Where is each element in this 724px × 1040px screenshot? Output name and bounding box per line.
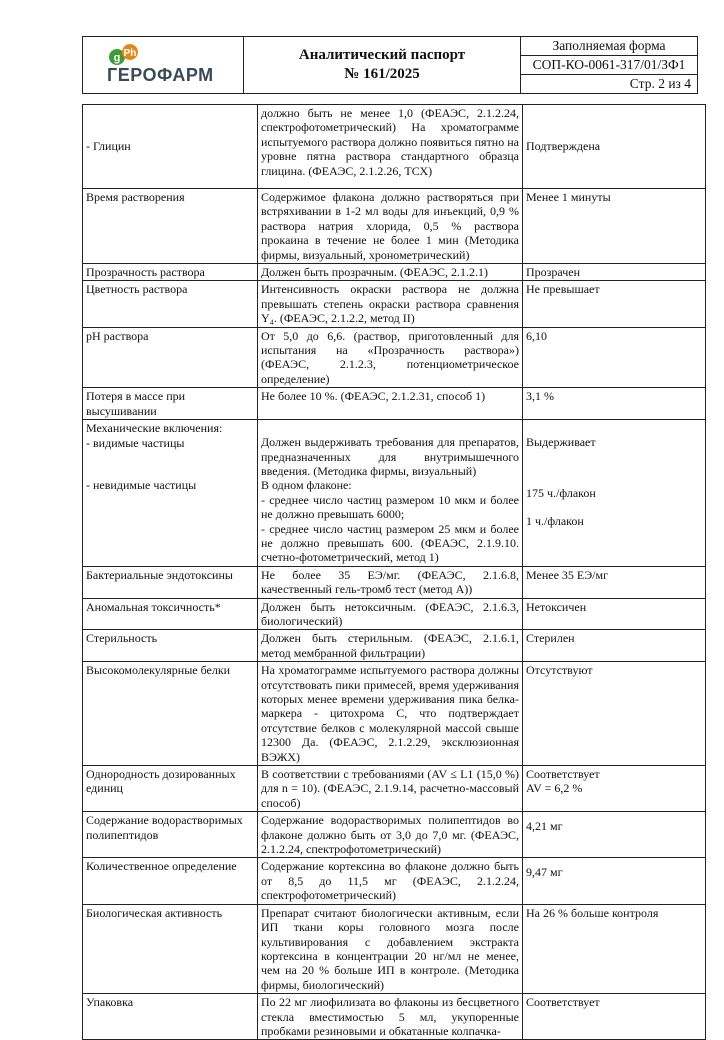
logo-cell <box>83 37 244 94</box>
test-name-cell: pH раствора <box>83 327 258 388</box>
requirement-25um: - среднее число частиц размером 25 мкм и более не должно превышать 600. (ФЕАЭС, 2.1.9.10. счетно-фотометрический, метод 1) <box>261 521 519 565</box>
page-number: Стр. 2 из 4 <box>521 74 697 93</box>
test-name-cell: Прозрачность раствора <box>83 264 258 281</box>
table-row <box>83 566 706 598</box>
result-conformity: Соответствует <box>526 767 600 782</box>
result-cell <box>523 858 706 904</box>
result-value: Подтверждена <box>526 139 601 154</box>
requirement-intro: В одном флаконе: <box>261 478 352 493</box>
test-subitem-visible: - видимые частицы <box>86 435 185 450</box>
requirement-cell: В соответствии с требованиями (AV ≤ L1 (15,0 %) для n = 10). (ФЕАЭС, 2.1.9.14, расчетно-массовый способ) <box>258 766 523 812</box>
requirement-cell: Должен быть прозрачным. (ФЕАЭС, 2.1.2.1) <box>258 264 523 281</box>
requirement-cell: По 22 мг лиофилизата во флаконы из бесцветного стекла вместимостью 5 мл, укупоренные пробками резиновыми и обкатанные колпачка- <box>258 994 523 1040</box>
table-row <box>83 994 706 1040</box>
test-name: - Глицин <box>86 139 131 154</box>
test-name-cell: Время растворения <box>83 189 258 264</box>
requirement-cell: Не более 35 ЕЭ/мг. (ФЕАЭС, 2.1.6.8, качественный гель-тромб тест (метод А)) <box>258 566 523 598</box>
form-code: СОП-КО-0061-317/01/ЗФ1 <box>521 55 697 74</box>
result-cell: Не превышает <box>523 281 706 327</box>
form-label: Заполняемая форма <box>552 38 666 53</box>
test-name-cell: Цветность раствора <box>83 281 258 327</box>
requirement-cell: Содержимое флакона должно растворяться при встряхивании в 1-2 мл воды для инъекций, 0,9 % раствора натрия хлорида, 0,5 % раствора прокаина в течение не более 1 мин (Методика фирмы, визуальный, хронометрический) <box>258 189 523 264</box>
result-cell: Нетоксичен <box>523 598 706 630</box>
table-row <box>83 105 706 189</box>
result-cell: 3,1 % <box>523 388 706 420</box>
passport-number: № 161/2025 <box>344 66 420 82</box>
requirement-cell: Содержание водорастворимых полипептидов во флаконе должно быть от 3,0 до 7,0 мг. (ФЕАЭС, 2.1.2.24, спектрофотометрический) <box>258 812 523 858</box>
table-row <box>83 388 706 420</box>
result-cell: Соответствует <box>523 994 706 1040</box>
svg-text:g: g <box>113 52 121 64</box>
svg-text:Ph: Ph <box>123 48 137 59</box>
result-value: 9,47 мг <box>526 865 563 880</box>
requirement-cell: Интенсивность окраски раствора не должна превышать степень окраски раствора сравнения Y₄. (ФЕАЭС, 2.1.2.2, метод II) <box>258 281 523 327</box>
test-name-cell: Аномальная токсичность* <box>83 598 258 630</box>
table-row <box>83 420 706 567</box>
result-cell: На 26 % больше контроля <box>523 904 706 993</box>
requirement-cell: должно быть не менее 1,0 (ФЕАЭС, 2.1.2.24, спектрофотометрический) На хроматограмме испытуемого раствора должно появиться пятно на уровне пятна раствора стандартного образца глицина. (ФЕАЭС, 2.1.2.26, ТСХ) <box>258 105 523 189</box>
result-cell <box>523 812 706 858</box>
result-cell <box>523 105 706 189</box>
requirement-visible: Должен выдерживать требования для препаратов, предназначенных для внутримышечного введения. (Методика фирмы, визуальный) <box>261 435 519 478</box>
result-cell: Менее 1 минуты <box>523 189 706 264</box>
form-info <box>521 37 698 94</box>
test-name-cell: Стерильность <box>83 630 258 662</box>
table-row <box>83 281 706 327</box>
result-cell: Прозрачен <box>523 264 706 281</box>
test-name-cell: Содержание водорастворимых полипептидов <box>83 812 258 858</box>
requirement-cell: Должен быть стерильным. (ФЕАЭС, 2.1.6.1, метод мембранной фильтрации) <box>258 630 523 662</box>
result-10um: 175 ч./флакон <box>526 485 596 500</box>
test-name-cell: Биологическая активность <box>83 904 258 993</box>
test-name-cell <box>83 105 258 189</box>
result-25um: 1 ч./флакон <box>526 513 584 528</box>
table-row <box>83 327 706 388</box>
test-name-cell: Бактериальные эндотоксины <box>83 566 258 598</box>
test-name-cell: Упаковка <box>83 994 258 1040</box>
requirement-cell: Должен быть нетоксичным. (ФЕАЭС, 2.1.6.3, биологический) <box>258 598 523 630</box>
logo-text: ГЕРОФАРМ <box>107 65 214 85</box>
table-row <box>83 598 706 630</box>
requirement-cell: Содержание кортексина во флаконе должно быть от 8,5 до 11,5 мг (ФЕАЭС, 2.1.2.24, спектрофотометрический) <box>258 858 523 904</box>
result-av-value: AV = 6,2 % <box>526 781 583 796</box>
test-name-cell: Количественное определение <box>83 858 258 904</box>
requirement-cell: Препарат считают биологически активным, если ИП ткани коры головного мозга после культивирования с добавлением экстракта кортексина в концентрации 20 нг/мл не менее, чем на 20 % больше ИП в контроле. (Методика фирмы, биологический) <box>258 904 523 993</box>
document-title <box>244 37 521 94</box>
requirement-cell: На хроматограмме испытуемого раствора должны отсутствовать пики примесей, время удерживания которых менее времени удерживания пика белка-маркера - цитохрома С, что подтверждает отсутствие белков с молекулярной массой свыше 12300 Да. (ФЕАЭС, 2.1.2.29, эксклюзионная ВЭЖХ) <box>258 662 523 766</box>
gerofarm-logo-icon <box>107 43 141 67</box>
table-row <box>83 858 706 904</box>
specification-table <box>82 104 706 1040</box>
result-cell: Менее 35 ЕЭ/мг <box>523 566 706 598</box>
requirement-10um: - среднее число частиц размером 10 мкм и более не должно превышать 6000; <box>261 492 519 522</box>
result-cell: Отсутствуют <box>523 662 706 766</box>
result-cell: 6,10 <box>523 327 706 388</box>
test-name-cell: Высокомолекулярные белки <box>83 662 258 766</box>
table-row <box>83 812 706 858</box>
result-visible: Выдерживает <box>526 435 596 450</box>
result-cell <box>523 766 706 812</box>
title-line-1: Аналитический паспорт <box>298 47 466 63</box>
test-subitem-invisible: - невидимые частицы <box>86 477 197 492</box>
result-cell: Стерилен <box>523 630 706 662</box>
table-row <box>83 904 706 993</box>
document-header <box>82 36 698 94</box>
table-row <box>83 189 706 264</box>
test-name-cell: Потеря в массе при высушивании <box>83 388 258 420</box>
test-name-cell <box>83 420 258 567</box>
requirement-cell: От 5,0 до 6,6. (раствор, приготовленный для испытания на «Прозрачность раствора») (ФЕАЭС, 2.1.2.3, потенциометрическое определение) <box>258 327 523 388</box>
table-row <box>83 264 706 281</box>
requirement-cell: Не более 10 %. (ФЕАЭС, 2.1.2.31, способ 1) <box>258 388 523 420</box>
table-row <box>83 766 706 812</box>
table-row <box>83 662 706 766</box>
table-row <box>83 630 706 662</box>
requirement-cell <box>258 420 523 567</box>
result-value: 4,21 мг <box>526 819 563 834</box>
test-name-cell: Однородность дозированных единиц <box>83 766 258 812</box>
result-cell <box>523 420 706 567</box>
test-group-title: Механические включения: <box>86 421 223 436</box>
